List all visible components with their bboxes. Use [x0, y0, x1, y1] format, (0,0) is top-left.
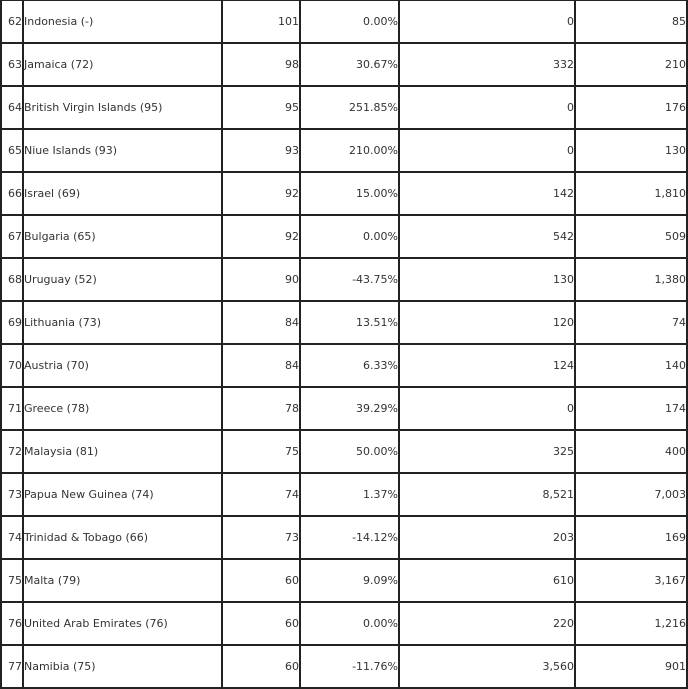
change-cell: 210.00%: [300, 129, 399, 172]
rank-cell: 72: [1, 430, 23, 473]
table-body: [1, 0, 687, 688]
change-cell: 0.00%: [300, 602, 399, 645]
rank-cell: 64: [1, 86, 23, 129]
rank-cell: 69: [1, 301, 23, 344]
table-row: [1, 602, 687, 645]
table-row: [1, 645, 687, 688]
prev-cell: 610: [399, 559, 575, 602]
table-row: [1, 129, 687, 172]
value-cell: 74: [222, 473, 300, 516]
prev-cell: 0: [399, 387, 575, 430]
table-row: [1, 172, 687, 215]
rank-cell: 63: [1, 43, 23, 86]
other-cell: 901: [575, 645, 687, 688]
table-row: [1, 344, 687, 387]
other-cell: 169: [575, 516, 687, 559]
other-cell: 176: [575, 86, 687, 129]
value-cell: 92: [222, 172, 300, 215]
rank-cell: 68: [1, 258, 23, 301]
table-row: [1, 516, 687, 559]
other-cell: 1,216: [575, 602, 687, 645]
table-row: [1, 0, 687, 43]
table-row: [1, 258, 687, 301]
table-row: [1, 559, 687, 602]
change-cell: 39.29%: [300, 387, 399, 430]
rank-cell: 75: [1, 559, 23, 602]
other-cell: 1,380: [575, 258, 687, 301]
prev-cell: 0: [399, 129, 575, 172]
country-cell: Namibia (75): [23, 645, 222, 688]
country-cell: Malta (79): [23, 559, 222, 602]
prev-cell: 142: [399, 172, 575, 215]
country-cell: Malaysia (81): [23, 430, 222, 473]
country-cell: Niue Islands (93): [23, 129, 222, 172]
prev-cell: 0: [399, 0, 575, 43]
table-row: [1, 86, 687, 129]
change-cell: 6.33%: [300, 344, 399, 387]
other-cell: 140: [575, 344, 687, 387]
other-cell: 3,167: [575, 559, 687, 602]
other-cell: 210: [575, 43, 687, 86]
value-cell: 90: [222, 258, 300, 301]
change-cell: 1.37%: [300, 473, 399, 516]
change-cell: 30.67%: [300, 43, 399, 86]
country-cell: United Arab Emirates (76): [23, 602, 222, 645]
country-cell: Jamaica (72): [23, 43, 222, 86]
table-row: [1, 301, 687, 344]
country-cell: Trinidad & Tobago (66): [23, 516, 222, 559]
country-cell: Papua New Guinea (74): [23, 473, 222, 516]
other-cell: 74: [575, 301, 687, 344]
country-cell: Lithuania (73): [23, 301, 222, 344]
prev-cell: 203: [399, 516, 575, 559]
country-cell: Indonesia (-): [23, 0, 222, 43]
prev-cell: 542: [399, 215, 575, 258]
prev-cell: 325: [399, 430, 575, 473]
other-cell: 130: [575, 129, 687, 172]
rank-cell: 62: [1, 0, 23, 43]
country-cell: Austria (70): [23, 344, 222, 387]
other-cell: 174: [575, 387, 687, 430]
other-cell: 7,003: [575, 473, 687, 516]
other-cell: 85: [575, 0, 687, 43]
rank-cell: 66: [1, 172, 23, 215]
rank-cell: 77: [1, 645, 23, 688]
country-cell: British Virgin Islands (95): [23, 86, 222, 129]
value-cell: 73: [222, 516, 300, 559]
other-cell: 1,810: [575, 172, 687, 215]
prev-cell: 130: [399, 258, 575, 301]
country-cell: Uruguay (52): [23, 258, 222, 301]
value-cell: 60: [222, 559, 300, 602]
value-cell: 75: [222, 430, 300, 473]
change-cell: -43.75%: [300, 258, 399, 301]
other-cell: 509: [575, 215, 687, 258]
rank-cell: 70: [1, 344, 23, 387]
change-cell: 251.85%: [300, 86, 399, 129]
value-cell: 101: [222, 0, 300, 43]
prev-cell: 8,521: [399, 473, 575, 516]
country-cell: Bulgaria (65): [23, 215, 222, 258]
table-row: [1, 430, 687, 473]
table-row: [1, 387, 687, 430]
rank-cell: 76: [1, 602, 23, 645]
table-row: [1, 43, 687, 86]
change-cell: 9.09%: [300, 559, 399, 602]
prev-cell: 332: [399, 43, 575, 86]
value-cell: 93: [222, 129, 300, 172]
change-cell: 50.00%: [300, 430, 399, 473]
table-row: [1, 215, 687, 258]
prev-cell: 0: [399, 86, 575, 129]
change-cell: 0.00%: [300, 215, 399, 258]
change-cell: -14.12%: [300, 516, 399, 559]
rank-cell: 71: [1, 387, 23, 430]
prev-cell: 120: [399, 301, 575, 344]
value-cell: 92: [222, 215, 300, 258]
value-cell: 60: [222, 645, 300, 688]
change-cell: -11.76%: [300, 645, 399, 688]
prev-cell: 220: [399, 602, 575, 645]
value-cell: 60: [222, 602, 300, 645]
change-cell: 13.51%: [300, 301, 399, 344]
value-cell: 95: [222, 86, 300, 129]
country-cell: Greece (78): [23, 387, 222, 430]
rank-cell: 73: [1, 473, 23, 516]
change-cell: 15.00%: [300, 172, 399, 215]
rank-cell: 74: [1, 516, 23, 559]
change-cell: 0.00%: [300, 0, 399, 43]
value-cell: 78: [222, 387, 300, 430]
rank-cell: 67: [1, 215, 23, 258]
other-cell: 400: [575, 430, 687, 473]
rank-cell: 65: [1, 129, 23, 172]
country-cell: Israel (69): [23, 172, 222, 215]
prev-cell: 3,560: [399, 645, 575, 688]
prev-cell: 124: [399, 344, 575, 387]
table-row: [1, 473, 687, 516]
value-cell: 84: [222, 301, 300, 344]
value-cell: 98: [222, 43, 300, 86]
value-cell: 84: [222, 344, 300, 387]
